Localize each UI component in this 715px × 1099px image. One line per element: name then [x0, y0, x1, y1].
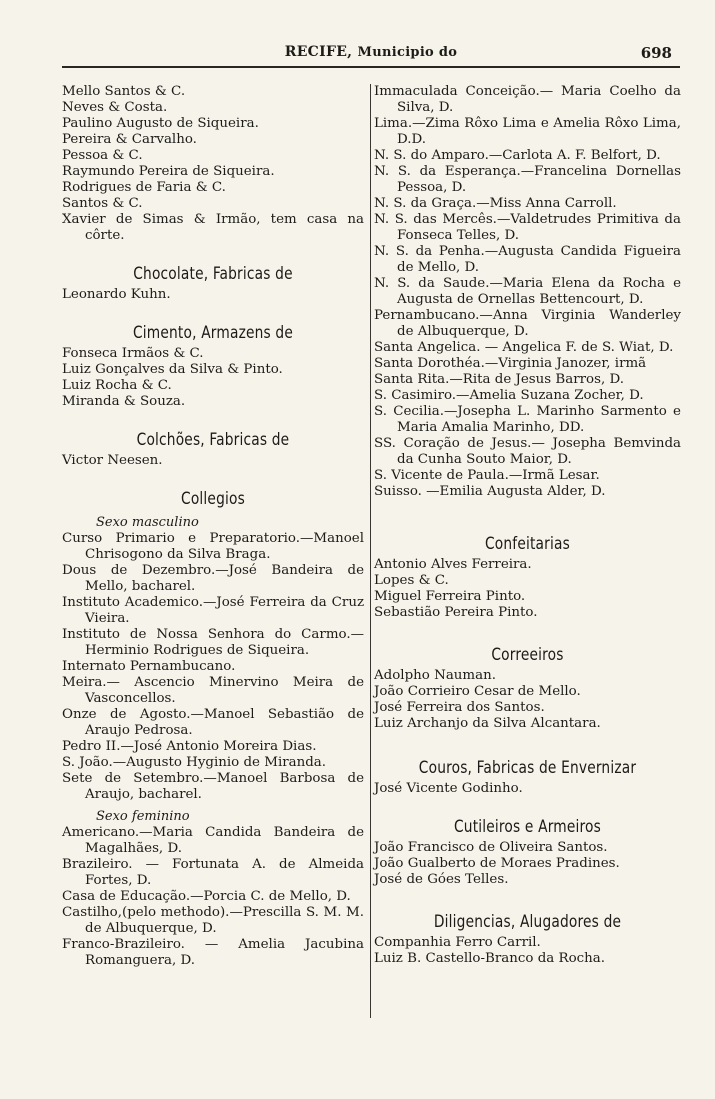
list-item: Luiz Gonçalves da Silva & Pinto.: [62, 362, 283, 377]
list-item: Victor Neesen.: [62, 453, 163, 468]
list-item: Rodrigues de Faria & C.: [62, 180, 226, 195]
list-item: Onze de Agosto.—Manoel Sebastião de Araujo Pedrosa.: [62, 707, 364, 738]
list-item: S. Vicente de Paula.—Irmã Lesar.: [374, 468, 600, 483]
list-item: Americano.—Maria Candida Bandeira de Magalhães, D.: [62, 825, 364, 856]
list-item: Curso Primario e Preparatorio.—Manoel Chrisogono da Silva Braga.: [62, 531, 364, 562]
list-item: José de Góes Telles.: [374, 872, 509, 887]
list-item: Lopes & C.: [374, 573, 449, 588]
list-item: Companhia Ferro Carril.: [374, 935, 541, 950]
section-heading-correeiros: Correeiros: [491, 645, 564, 665]
list-item: Instituto de Nossa Senhora do Carmo.— Herminio Rodrigues de Siqueira.: [62, 627, 364, 658]
page-number: 698: [640, 44, 672, 62]
list-item: Fonseca Irmãos & C.: [62, 346, 204, 361]
section-heading-couros: Couros, Fabricas de Envernizar: [418, 758, 637, 778]
list-item: Mello Santos & C.: [62, 84, 186, 99]
list-item: S. Cecilia.—Josepha L. Marinho Sarmento e Maria Amalia Marinho, DD.: [374, 404, 681, 435]
list-item: Santa Dorothéa.—Virginia Janozer, irmã: [374, 356, 647, 371]
list-item: Luiz Archanjo da Silva Alcantara.: [374, 716, 601, 731]
list-item: SS. Coração de Jesus.— Josepha Bemvinda da Cunha Souto Maior, D.: [374, 436, 681, 467]
list-item: Dous de Dezembro.—José Bandeira de Mello, bacharel.: [62, 563, 364, 594]
list-item: Paulino Augusto de Siqueira.: [62, 116, 259, 131]
section-heading-cutileiros: Cutileiros e Armeiros: [453, 817, 602, 837]
list-item: N. S. da Esperança.—Francelina Dornellas Pessoa, D.: [374, 164, 681, 195]
list-item: N. S. das Mercês.—Valdetrudes Primitiva da Fonseca Telles, D.: [374, 212, 681, 243]
subheading-feminino: Sexo feminino: [96, 809, 190, 824]
list-item: José Ferreira dos Santos.: [374, 700, 545, 715]
list-item: Santos & C.: [62, 196, 143, 211]
list-item: Miguel Ferreira Pinto.: [374, 589, 526, 604]
list-item: Sebastião Pereira Pinto.: [374, 605, 538, 620]
list-item: Luiz Rocha & C.: [62, 378, 172, 393]
subheading-masculino: Sexo masculino: [96, 515, 199, 530]
list-item: Internato Pernambucano.: [62, 659, 236, 674]
section-heading-diligencias: Diligencias, Alugadores de: [433, 912, 622, 932]
section-heading-confeitarias: Confeitarias: [485, 534, 570, 554]
running-title-rest: Municipio do: [357, 45, 458, 60]
list-item: Franco-Brazileiro. — Amelia Jacubina Romanguera, D.: [62, 937, 364, 968]
list-item: Santa Rita.—Rita de Jesus Barros, D.: [374, 372, 625, 387]
list-item: Miranda & Souza.: [62, 394, 186, 409]
running-title: [62, 44, 680, 60]
list-item: N. S. da Saude.—Maria Elena da Rocha e Augusta de Ornellas Bettencourt, D.: [374, 276, 681, 307]
list-item: Luiz B. Castello-Branco da Rocha.: [374, 951, 606, 966]
list-item: N. S. do Amparo.—Carlota A. F. Belfort, D.: [374, 148, 661, 163]
section-continued: [62, 84, 364, 244]
list-item: João Francisco de Oliveira Santos.: [374, 840, 608, 855]
list-item: N. S. da Graça.—Miss Anna Carroll.: [374, 196, 617, 211]
list-item: Pedro II.—José Antonio Moreira Dias.: [62, 739, 317, 754]
list-item: Pereira & Carvalho.: [62, 132, 197, 147]
list-item: N. S. da Penha.—Augusta Candida Figueira de Mello, D.: [374, 244, 681, 275]
list-item: S. Casimiro.—Amelia Suzana Zocher, D.: [374, 388, 644, 403]
list-item: Pessoa & C.: [62, 148, 143, 163]
list-item: Xavier de Simas & Irmão, tem casa na côrte.: [62, 212, 364, 243]
list-item: Castilho,(pelo methodo).—Prescilla S. M. M. de Albuquerque, D.: [62, 905, 364, 936]
page-header: [62, 42, 680, 68]
list-item: Brazileiro. — Fortunata A. de Almeida Fortes, D.: [62, 857, 364, 888]
list-item: Santa Angelica. — Angelica F. de S. Wiat, D.: [374, 340, 674, 355]
list-item: Instituto Academico.—José Ferreira da Cruz Vieira.: [62, 595, 364, 626]
list-item: Sete de Setembro.—Manoel Barbosa de Araujo, bacharel.: [62, 771, 364, 802]
list-item: Immaculada Conceição.— Maria Coelho da Silva, D.: [374, 84, 681, 115]
list-item: Neves & Costa.: [62, 100, 168, 115]
list-item: José Vicente Godinho.: [374, 781, 523, 796]
list-item: Adolpho Nauman.: [374, 668, 496, 683]
list-item: João Gualberto de Moraes Pradines.: [374, 856, 620, 871]
list-item: Pernambucano.—Anna Virginia Wanderley de Albuquerque, D.: [374, 308, 681, 339]
list-item: João Corrieiro Cesar de Mello.: [374, 684, 581, 699]
running-title-city: RECIFE,: [284, 44, 353, 60]
list-item: Lima.—Zima Rôxo Lima e Amelia Rôxo Lima, D.D.: [374, 116, 681, 147]
list-item: S. João.—Augusto Hyginio de Miranda.: [62, 755, 327, 770]
right-column: [370, 84, 681, 1018]
list-item: Casa de Educação.—Porcia C. de Mello, D.: [62, 889, 351, 904]
section-heading-cimento: Cimento, Armazens de: [132, 323, 294, 343]
list-item: Raymundo Pereira de Siqueira.: [62, 164, 275, 179]
list-item: Meira.— Ascencio Minervino Meira de Vasconcellos.: [62, 675, 364, 706]
list-item: Leonardo Kuhn.: [62, 287, 171, 302]
list-item: Suisso. —Emilia Augusta Alder, D.: [374, 484, 606, 499]
section-heading-colchoes: Colchões, Fabricas de: [136, 430, 290, 450]
section-heading-chocolate: Chocolate, Fabricas de: [133, 264, 293, 284]
left-column: [62, 84, 364, 969]
list-item: Antonio Alves Ferreira.: [374, 557, 532, 572]
section-heading-collegios: Collegios: [181, 489, 245, 509]
